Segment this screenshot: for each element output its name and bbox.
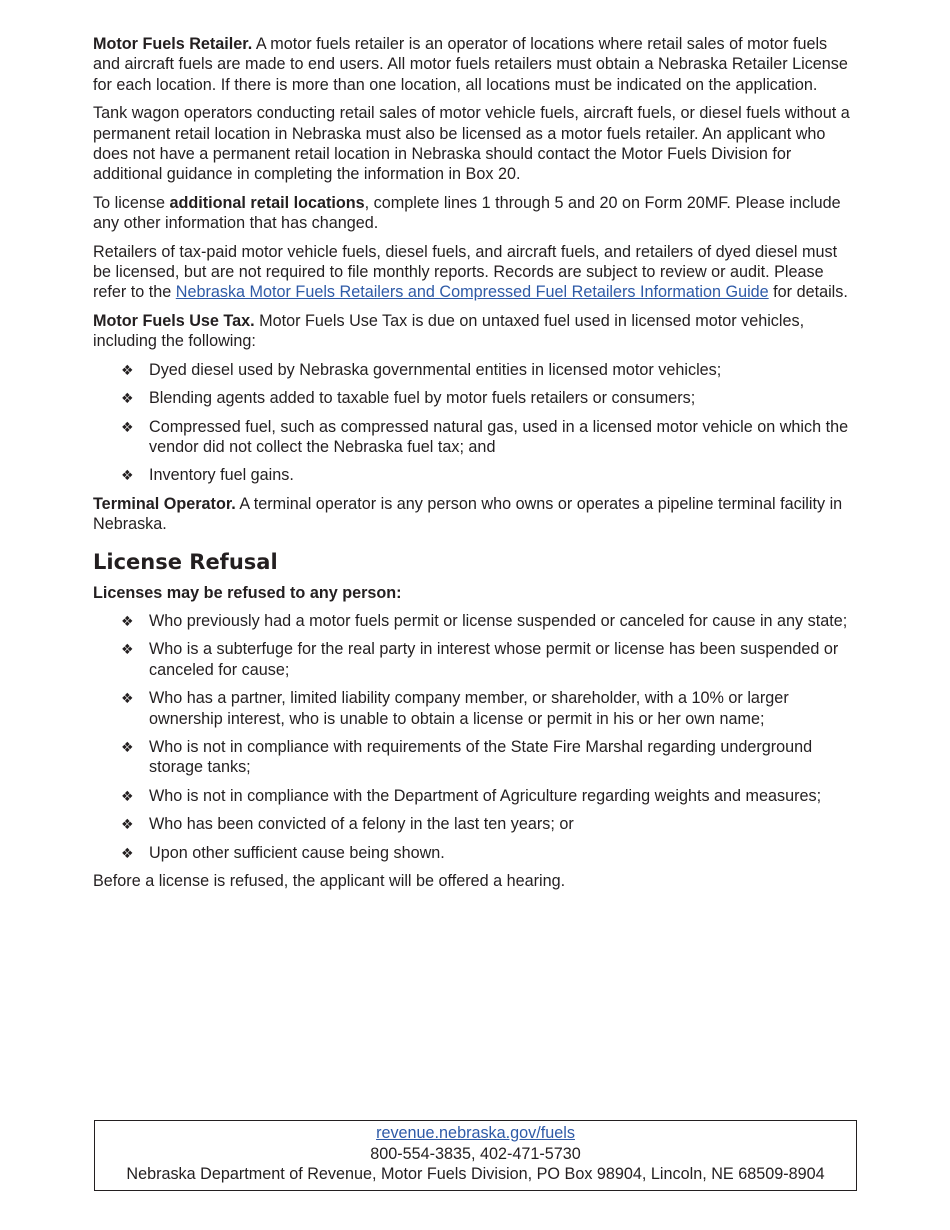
list-item-text: Who has a partner, limited liability company member, or shareholder, with a 10% or larger ownership interest, who is unable to obtain a license or permit in his or her own name; [149,689,789,728]
revenue-website-link[interactable]: revenue.nebraska.gov/fuels [376,1124,575,1142]
footer-address: Nebraska Department of Revenue, Motor Fuels Division, PO Box 98904, Lincoln, NE 68509-8904 [126,1165,825,1183]
list-item [93,786,858,806]
list-item [93,465,858,485]
list-item [93,814,858,834]
diamond-bullet-icon: ❖ [121,738,134,755]
diamond-bullet-icon: ❖ [121,612,134,629]
list-item [93,611,858,631]
list-item [93,360,858,380]
list-item [93,388,858,408]
list-item [93,737,858,778]
use-tax-text: Motor Fuels Use Tax is due on untaxed fuel used in licensed motor vehicles, including the following: [93,311,805,351]
footer-phones: 800-554-3835, 402-471-5730 [370,1144,581,1163]
diamond-bullet-icon: ❖ [121,361,134,378]
terminal-text: A terminal operator is any person who owns or operates a pipeline terminal facility in Nebraska. [93,494,843,534]
use-tax-list [93,360,858,486]
tax-paid-paragraph [93,242,858,303]
tax-paid-text: Retailers of tax-paid motor vehicle fuels, diesel fuels, and aircraft fuels, and retailers of dyed diesel must be licensed, but are not required to file monthly reports. Records are subject to review or audit. Please refer to the [93,242,838,302]
document-body [93,34,858,899]
list-item-text: Who has been convicted of a felony in the last ten years; or [149,815,574,834]
list-item-text: Who is not in compliance with the Department of Agriculture regarding weights and measures; [149,786,822,805]
diamond-bullet-icon: ❖ [121,816,134,833]
list-item-text: Blending agents added to taxable fuel by motor fuels retailers or consumers; [149,389,696,408]
list-item-text: Who is not in compliance with requirements of the State Fire Marshal regarding underground storage tanks; [149,737,813,777]
additional-locations-paragraph [93,193,858,234]
refusal-subhead: Licenses may be refused to any person: [93,583,402,602]
list-item-text: Who is a subterfuge for the real party in interest whose permit or license has been suspended or canceled for cause; [149,640,839,679]
additional-prefix: To license [93,193,170,212]
diamond-bullet-icon: ❖ [121,390,134,407]
retailer-heading: Motor Fuels Retailer. [93,35,253,53]
information-guide-link[interactable]: Nebraska Motor Fuels Retailers and Compressed Fuel Retailers Information Guide [175,283,769,302]
list-item [93,688,858,729]
terminal-heading: Terminal Operator. [93,494,236,513]
diamond-bullet-icon: ❖ [121,418,134,435]
additional-suffix: , complete lines 1 through 5 and 20 on Form 20MF. Please include any other information that has changed. [93,193,841,233]
license-refusal-title: License Refusal [93,549,278,574]
terminal-paragraph [93,494,858,535]
use-tax-paragraph [93,311,858,352]
list-item [93,843,858,863]
tax-paid-suffix: for details. [768,283,848,302]
additional-bold: additional retail locations [169,193,365,212]
list-item-text: Upon other sufficient cause being shown. [149,843,445,862]
diamond-bullet-icon: ❖ [121,690,134,707]
contact-footer-box [94,1120,857,1191]
retailer-paragraph [93,34,858,95]
list-item-text: Compressed fuel, such as compressed natural gas, used in a licensed motor vehicle on which the vendor did not collect the Nebraska fuel tax; and [149,417,849,456]
refusal-list [93,611,858,863]
list-item [93,417,858,458]
list-item-text: Who previously had a motor fuels permit or license suspended or canceled for cause in any state; [149,611,848,630]
list-item-text: Inventory fuel gains. [149,466,294,485]
use-tax-heading: Motor Fuels Use Tax. [93,311,255,330]
diamond-bullet-icon: ❖ [121,787,134,804]
list-item [93,639,858,680]
refusal-closing: Before a license is refused, the applicant will be offered a hearing. [93,872,566,890]
tank-wagon-paragraph: Tank wagon operators conducting retail sales of motor vehicle fuels, aircraft fuels, or diesel fuels without a permanent retail location in Nebraska must also be licensed as a motor fuels retailer. An applicant who does not have a permanent retail location in Nebraska should contact the Motor Fuels Division for additional guidance in completing the information in Box 20. [93,104,850,184]
diamond-bullet-icon: ❖ [121,641,134,658]
diamond-bullet-icon: ❖ [121,467,134,484]
list-item-text: Dyed diesel used by Nebraska governmental entities in licensed motor vehicles; [149,360,722,379]
diamond-bullet-icon: ❖ [121,844,134,861]
retailer-text: A motor fuels retailer is an operator of locations where retail sales of motor fuels and aircraft fuels are made to end users. All motor fuels retailers must obtain a Nebraska Retailer License for each location. If there is more than one location, all locations must be indicated on the application. [93,35,848,94]
